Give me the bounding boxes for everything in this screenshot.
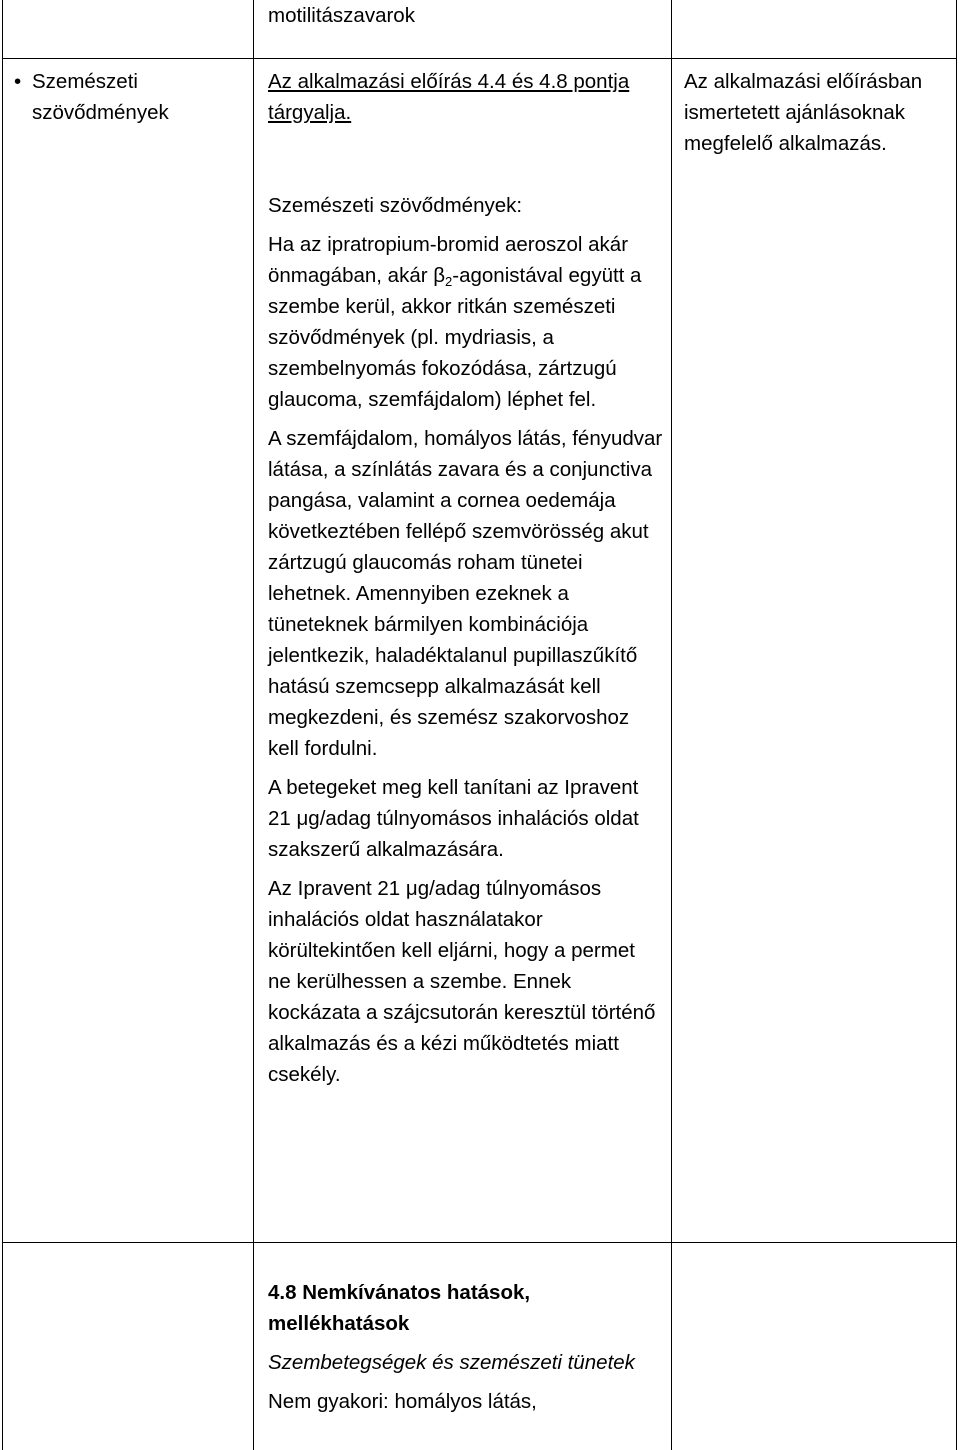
- row-ocular-right-cell: [684, 66, 946, 159]
- paragraph-eye-contact: [268, 229, 663, 415]
- recommendation-text: Az alkalmazási előírásban ismertetett ajánlásoknak megfelelő alkalmazás.: [684, 70, 923, 155]
- paragraph-eye-contact-part1: Ha az ipratropium-bromid aeroszol akár önmagában, akár β: [268, 233, 629, 287]
- column-divider-2: [671, 0, 672, 1450]
- bullet-item: [14, 66, 244, 128]
- row-top-middle-cell: [268, 0, 663, 31]
- paragraph-usage-caution: Az Ipravent 21 μg/adag túlnyomásos inhalációs oldat használatakor körültekintően kell eljárni, hogy a permet ne kerülhessen a szembe. Ennek kockázata a szájcsutorán keresztül történő alkalmazás és a kézi működtetés miatt csekély.: [268, 877, 656, 1086]
- paragraph-glaucoma-symptoms: A szemfájdalom, homályos látás, fényudvar látása, a színlátás zavara és a conjunctiva pangása, valamint a cornea oedemája következtében fellépő szemvörösség akut zártzugú glaucomás roham tünetei lehetnek. Amennyiben ezeknek a tüneteknek bármilyen kombinációja jelentkezik, haladéktalanul pupillaszűkítő hatású szemcsepp alkalmazását kell megkezdeni, és szemész szakorvoshoz kell fordulni.: [268, 427, 663, 760]
- beta-subscript: 2: [445, 274, 453, 289]
- row-bottom-middle-cell: [268, 1277, 663, 1417]
- table-border-left: [2, 0, 3, 1450]
- table-border-right: [956, 0, 957, 1450]
- row-ocular-left-cell: [14, 66, 244, 128]
- bullet-marker: •: [14, 70, 22, 93]
- row-divider-1: [2, 58, 957, 59]
- row-divider-2: [2, 1242, 957, 1243]
- section-heading: 4.8 Nemkívánatos hatások, mellékhatások: [268, 1281, 531, 1335]
- motility-disorders-text: motilitászavarok: [268, 4, 415, 27]
- paragraph-patient-training: A betegeket meg kell tanítani az Ipravent 21 μg/adag túlnyomásos inhalációs oldat szakszerű alkalmazására.: [268, 776, 639, 861]
- ocular-subheading: Szemészeti szövődmények:: [268, 194, 523, 217]
- column-divider-1: [253, 0, 254, 1450]
- paragraph-eye-contact-part2: -agonistával együtt a szembe kerül, akkor ritkán szemészeti szövődmények (pl. mydriasis, a szembelnyomás fokozódása, zártzugú glaucoma, szemfájdalom) léphet fel.: [268, 264, 642, 411]
- ocular-complications-label: Szemészeti szövődmények: [32, 70, 169, 124]
- frequency-line: Nem gyakori: homályos látás,: [268, 1390, 537, 1413]
- row-ocular-middle-cell: [268, 66, 663, 1090]
- section-subheading: Szembetegségek és szemészeti tünetek: [268, 1351, 635, 1374]
- reference-link[interactable]: Az alkalmazási előírás 4.4 és 4.8 pontja tárgyalja.: [268, 70, 630, 124]
